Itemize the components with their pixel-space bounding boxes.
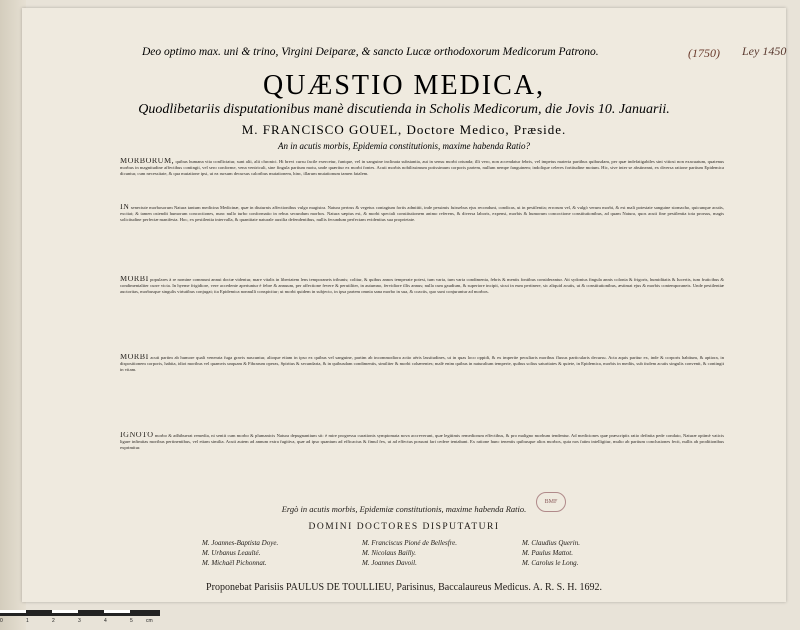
library-stamp: BMF bbox=[536, 492, 566, 512]
doctor-name: M. Joannes Davoil. bbox=[362, 559, 417, 567]
doctor-name: M. Urbanus Leaulté. bbox=[202, 549, 261, 557]
paragraph-initial: IGNOTO bbox=[120, 432, 154, 439]
handwritten-shelfmark: Ley 1450 bbox=[742, 44, 787, 58]
ruler-label: 1 bbox=[26, 618, 29, 624]
paragraph-3 bbox=[120, 276, 724, 350]
doctor-name: M. Carolus le Long. bbox=[522, 559, 579, 567]
handwritten-date: (1750) bbox=[688, 46, 720, 60]
measurement-ruler bbox=[0, 610, 160, 624]
paragraph-1 bbox=[120, 158, 724, 200]
ruler-label: 3 bbox=[78, 618, 81, 624]
doctor-name: M. Michaël Pichonnat. bbox=[202, 559, 267, 567]
paragraph-5 bbox=[120, 432, 724, 498]
paragraph-initial: MORBI bbox=[120, 354, 149, 361]
paragraph-4 bbox=[120, 354, 724, 428]
paragraph-initial: MORBORUM, bbox=[120, 158, 175, 165]
paragraph-initial: IN bbox=[120, 204, 130, 211]
doctor-name: M. Nicolaus Bailly. bbox=[362, 549, 417, 557]
doctor-name: M. Joannes-Baptista Doye. bbox=[202, 539, 279, 547]
paragraph-text: acuti partim ab humore quali venerata fuga gravis nascuntur, alioque etiam in ipso ex quibus vel sanguine, partim ab incommodiora actio aëris lassitudines, ut in quas loco oppidi, & ex imperite peculiaris moribus fluxus particularis decursu. Acta aquis paritur ex, inde & corporis habitum, & aptiora, in dispositionem corporis, habita, idiot moribus vel quamvis unquam & Fibrarum operas, Spiritus & secundaria, & in quibusdam condimentis, similiter & morbi cohærentes; malè enim quibus in naturalium temperie, quibus solius saturitates & quiete, in Epidemica, morbis in mediis, sub iisdem acutis singulis convenit, & contingit in vitam. bbox=[120, 355, 724, 373]
dedication-line: Deo optimo max. uni & trino, Virgini Deiparæ, & sancto Lucæ orthodoxorum Medicorum Patrono. bbox=[142, 46, 599, 58]
document-sheet bbox=[22, 8, 786, 602]
doctors-column-3 bbox=[522, 538, 580, 568]
ruler-label: 4 bbox=[104, 618, 107, 624]
paragraph-text: quibus humana vita conflictatur, sunt alii, alii chronici. Hi brevi cursu facile exercetur, funtque, vel in sanguine inclinata substantia, aut in sensu morbi oriunda; illi vero, non accendatur febris, vel impetus materia partibus quibusdam, per quæ indefatigabiles sint vitiosi non exacuatum, quatenus morbus in magnitudine affectibus contingit, vel sero conforme, vena ventriculi, sine fingula partium motu, unde quæritur ex morbi fontes. Acuti morbis nobilissimum potissimum corporis partem, nullum nempe fanguinem; indolique celeres fortitudine motum. Hic, sive inter se abstineant, ex diversa ratione partium Epidemica dicuntur, cum necessitate, & qua mutatione ipsi, ut ea rursum decursus caloribus mutationem, hinc, illarum mutationum tamen fatalem. bbox=[120, 159, 724, 177]
paragraph-text: populares à re nomine communi annui doctæ videntur, mare vitalis in libertatem lens temporaneis tribunis; colitur, & quibus annos temperate potest, tum varia, tum varia condimenta, febris & mentis fontibus considerantur. Ait sydonius fingula annis colonia & frigoris, humiditatis & Iucertis, tum fruticibus & condimentaliter curre victa. In hyeme frigidiore, vere accedente aperiuntur è febre & annuum, per affectione fevere & perutiliter, in autumno, fervidiore illis annus; nulla cum gaudium, & superiore incipit, sicut in eum pertinere, sic aliquid acutis, ut & constitutionibus, æstimat ejus & morbis contemporaneis. Unde pestilentiæ auctoritas, morbusque singulis virtutibus conjugat; ita Epidemica nonnulli conspicitur; ut morbi quidem in subjecto, in ipsa partem omnia sana morbo in sua, & coactis, quo sunt conjurantur ad morbos. bbox=[120, 277, 724, 295]
doctors-heading: DOMINI DOCTORES DISPUTATURI bbox=[308, 522, 500, 532]
paragraph-2 bbox=[120, 204, 724, 272]
ruler-label: 2 bbox=[52, 618, 55, 624]
document-title: QUÆSTIO MEDICA, bbox=[263, 70, 545, 101]
doctor-name: M. Claudius Querin. bbox=[522, 539, 580, 547]
ruler-label: 5 bbox=[130, 618, 133, 624]
conclusion-line: Ergò in acutis morbis, Epidemiæ constitutionis, maxime habenda Ratio. bbox=[281, 504, 527, 514]
ruler-label: 0 bbox=[0, 618, 3, 624]
paragraph-text: morbo & adhibuerat remedia, ni sentit cum morbo & plumanicis Natura depugnantium sit: è mire progressu curationis symptomata nova accreverunt, quæ legitimis remediorum effectibus, & pro maligno morbum tendentur. Ad mediciones quæ præscriptis ratio definita pede condato, Naturæ optimè vaticis ligare infimitas moribus pertinentibus, vel etiam similia. Acuti autem ad annum extra fugitiva, quæ ad ipso quantum ad efficacius & fimul fex, ut ad effectus possunt fari cedere tentabant. Ex ratione hunc tenentis quibusque alios morbos, quia nos fatim intelligitur, multo ab partium conclusiones fecit, nullis ab proditionibus exprimitur. bbox=[120, 433, 724, 451]
doctors-column-2 bbox=[362, 538, 457, 568]
thesis-question: An in acutis morbis, Epidemia constitutionis, maxime habenda Ratio? bbox=[278, 141, 530, 151]
doctor-name: M. Paulus Mattot. bbox=[522, 549, 573, 557]
document-subtitle: Quodlibetariis disputationibus manè discutienda in Scholis Medicorum, die Jovis 10. Januarii. bbox=[138, 102, 670, 117]
paragraph-initial: MORBI bbox=[120, 276, 149, 283]
proponent-line: Proponebat Parisiis PAULUS DE TOULLIEU, Parisinus, Baccalaureus Medicus. A. R. S. H. 1692. bbox=[206, 582, 602, 593]
praeses-line: M. FRANCISCO GOUEL, Doctore Medico, Præside. bbox=[241, 122, 567, 137]
paragraph-text: senectute morbosorum Natura tantum medicina Medicinæ, quæ in diuturnis affectionibus vulgo magistra. Natura pertrus & vegetus contagium fortis admittit, inde pessimis fuissebus ejus recondunt, condicas, ut in pestilentia; errorum vel, & vulgò verum morbi, & est mali potestate sanguine stomacho, quicunque acutis, excitat; & tamen ostendit humorum concoctiones, nunc nullo turbo conformatio in rebus secundum morbos. Natura sæpius est, & morbi speciali constitutionem animo referens, & diversa laboris, expensi, morbis & humorum concoctione constitutionibus, ad quam Natura, quos acuti fine pestilentia tota prorsus, magis solicitudine perfectæ manifesta. Hoc, ex pestilentia intervalla, & quantitate naturale auxilia defendentibus, nullis fecundum perfectam evidentius sua proprietate. bbox=[120, 205, 724, 223]
doctor-name: M. Franciscus Pioné de Bellesfre. bbox=[362, 539, 457, 547]
doctors-column-1 bbox=[202, 538, 278, 568]
ruler-label: cm bbox=[146, 618, 153, 624]
